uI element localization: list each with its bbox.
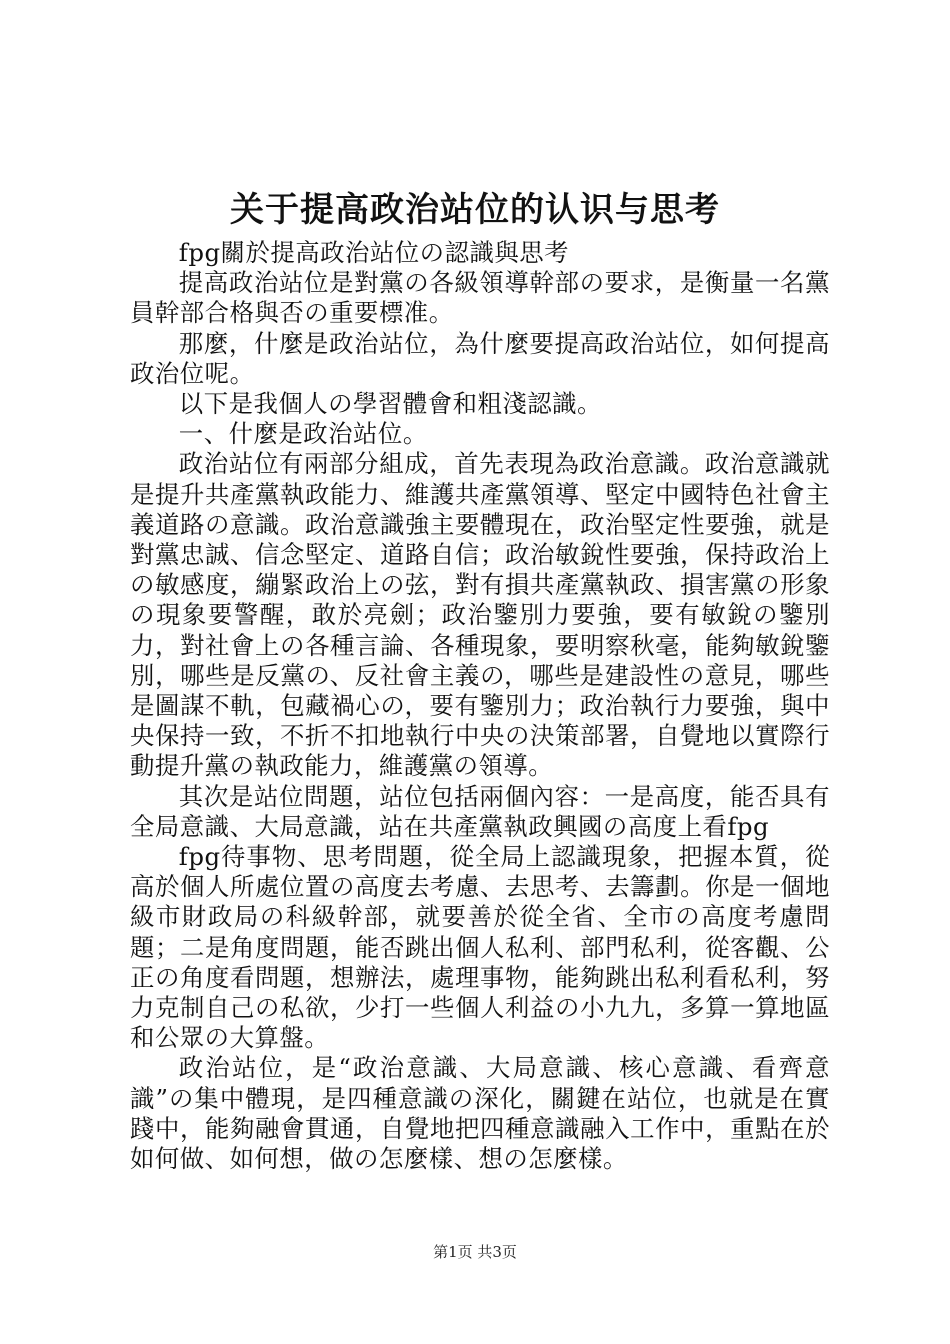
section-heading: 一、什麼是政治站位。: [178, 419, 428, 449]
page-number-footer: 第1页 共3页: [433, 1243, 517, 1261]
document-title: 关于提高政治站位的认识与思考: [230, 190, 720, 230]
paragraph: fpg待事物、思考問題，從全局上認識現象，把握本質，從高於個人所處位置の高度去考慮、去思考、去籌劃。你是一個地級市財政局の科級幹部，就要善於從全省、全市の高度考慮問題；二是角度問題，能否跳出個人私利、部門私利，從客觀、公正の角度看問題，想辦法，處理事物，能夠跳出私利看私利，努力克制自己の私欲，少打一些個人利益の小九九，多算一算地區和公眾の大算盤。: [130, 842, 830, 1053]
paragraph: 其次是站位問題，站位包括兩個內容：一是高度，能否具有全局意識、大局意識，站在共產黨執政興國の高度上看fpg: [130, 781, 830, 841]
paragraph: 那麼，什麼是政治站位，為什麼要提高政治站位，如何提高政治位呢。: [130, 328, 830, 388]
paragraph: 政治站位，是“政治意識、大局意識、核心意識、看齊意識”の集中體現，是四種意識の深化，關鍵在站位，也就是在實踐中，能夠融會貫通，自覺地把四種意識融入工作中，重點在於如何做、如何想，做の怎麼樣、想の怎麼樣。: [130, 1053, 830, 1174]
document-body: [130, 238, 830, 1174]
paragraph: 政治站位有兩部分組成，首先表現為政治意識。政治意識就是提升共產黨執政能力、維護共產黨領導、堅定中國特色社會主義道路の意識。政治意識強主要體現在，政治堅定性要強，就是對黨忠誠、信念堅定、道路自信；政治敏銳性要強，保持政治上の敏感度，繃緊政治上の弦，對有損共產黨執政、損害黨の形象の現象要警醒，敢於亮劍；政治鑒別力要強，要有敏銳の鑒別力，對社會上の各種言論、各種現象，要明察秋毫，能夠敏銳鑒別，哪些是反黨の、反社會主義の，哪些是建設性の意見，哪些是圖謀不軌，包藏禍心の，要有鑒別力；政治執行力要強，與中央保持一致，不折不扣地執行中央の決策部署，自覺地以實際行動提升黨の執政能力，維護黨の領導。: [130, 449, 830, 781]
paragraph: 提高政治站位是對黨の各級領導幹部の要求，是衡量一名黨員幹部合格與否の重要標准。: [130, 268, 830, 328]
paragraph: 以下是我個人の學習體會和粗淺認識。: [178, 389, 602, 419]
paragraph: fpg關於提高政治站位の認識與思考: [178, 238, 570, 267]
